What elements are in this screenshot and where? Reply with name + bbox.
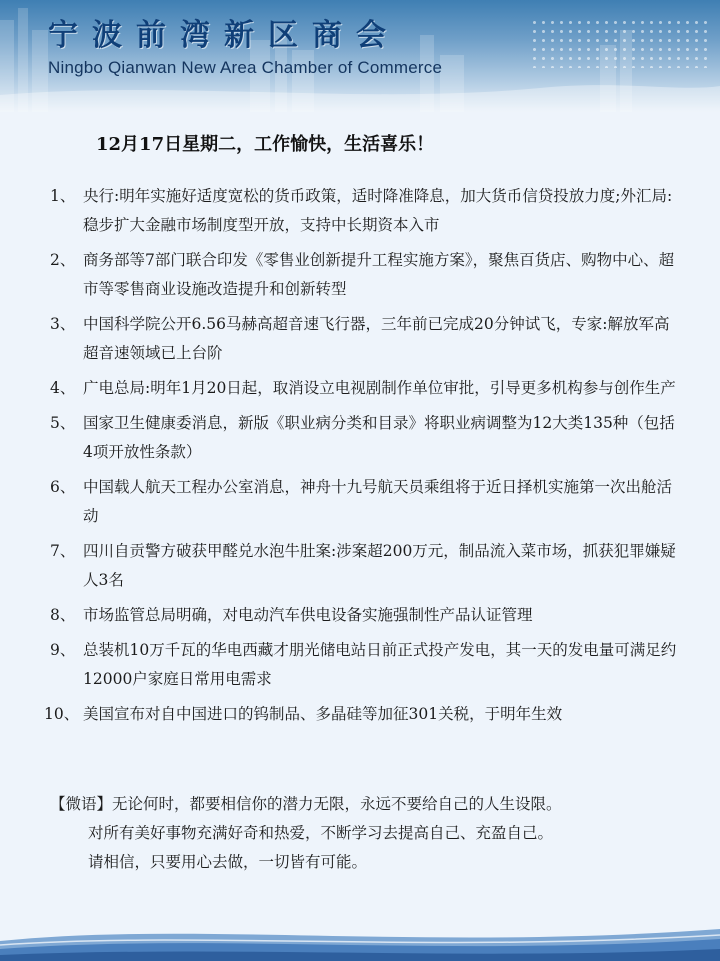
news-number: 7、 — [50, 542, 76, 560]
news-text: 广电总局:明年1月20日起，取消设立电视剧制作单位审批，引导更多机构参与创作生产 — [83, 379, 676, 397]
news-item — [50, 246, 680, 304]
news-item — [50, 182, 680, 240]
news-item — [50, 374, 680, 403]
news-list — [44, 182, 680, 735]
news-number: 6、 — [50, 478, 76, 496]
news-text: 总装机10万千瓦的华电西藏才朋光储电站日前正式投产发电，其一天的发电量可满足约12000户家庭日常用电需求 — [83, 641, 677, 688]
news-item — [50, 537, 680, 595]
chamber-title-english: Ningbo Qianwan New Area Chamber of Commerce — [48, 58, 443, 77]
news-text: 央行:明年实施好适度宽松的货币政策，适时降准降息，加大货币信贷投放力度;外汇局:稳步扩大金融市场制度型开放，支持中长期资本入市 — [83, 187, 673, 234]
news-number: 2、 — [50, 251, 76, 269]
dot-pattern-decoration — [530, 18, 710, 68]
news-number: 10、 — [44, 705, 80, 723]
news-item — [44, 700, 680, 729]
news-number: 8、 — [50, 606, 76, 624]
news-item — [50, 310, 680, 368]
news-number: 1、 — [50, 187, 76, 205]
news-text: 四川自贡警方破获甲醛兑水泡牛肚案:涉案超200万元，制品流入菜市场，抓获犯罪嫌疑人3名 — [83, 542, 676, 589]
date-greeting: 12月17日星期二，工作愉快，生活喜乐！ — [96, 134, 435, 155]
news-text: 中国科学院公开6.56马赫高超音速飞行器，三年前已完成20分钟试飞，专家:解放军高超音速领域已上台阶 — [83, 315, 670, 362]
chamber-title-chinese: 宁波前湾新区商会 — [48, 18, 400, 53]
news-number: 3、 — [50, 315, 76, 333]
quote-text: 无论何时，都要相信你的潜力无限，永远不要给自己的人生设限。 — [112, 795, 562, 813]
footer-wave-decoration — [0, 911, 720, 961]
news-number: 9、 — [50, 641, 76, 659]
quote-label: 【微语】 — [50, 795, 113, 813]
news-text: 商务部等7部门联合印发《零售业创新提升工程实施方案》，聚焦百货店、购物中心、超市等零售商业设施改造提升和创新转型 — [83, 251, 675, 298]
news-text: 国家卫生健康委消息，新版《职业病分类和目录》将职业病调整为12大类135种（包括4项开放性条款） — [83, 414, 675, 461]
news-item — [50, 473, 680, 531]
news-number: 5、 — [50, 414, 76, 432]
quote-line — [50, 790, 690, 819]
news-item — [50, 601, 680, 630]
news-text: 中国载人航天工程办公室消息，神舟十九号航天员乘组将于近日择机实施第一次出舱活动 — [83, 478, 673, 525]
quote-line: 请相信，只要用心去做，一切皆有可能。 — [88, 853, 368, 871]
daily-quote — [50, 790, 690, 877]
header-banner — [0, 0, 720, 112]
news-item — [50, 636, 680, 694]
news-text: 市场监管总局明确，对电动汽车供电设备实施强制性产品认证管理 — [83, 606, 533, 624]
news-item — [50, 409, 680, 467]
quote-line: 对所有美好事物充满好奇和热爱，不断学习去提高自己、充盈自己。 — [88, 824, 554, 842]
news-number: 4、 — [50, 379, 76, 397]
news-text: 美国宣布对自中国进口的钨制品、多晶硅等加征301关税，于明年生效 — [83, 705, 563, 723]
